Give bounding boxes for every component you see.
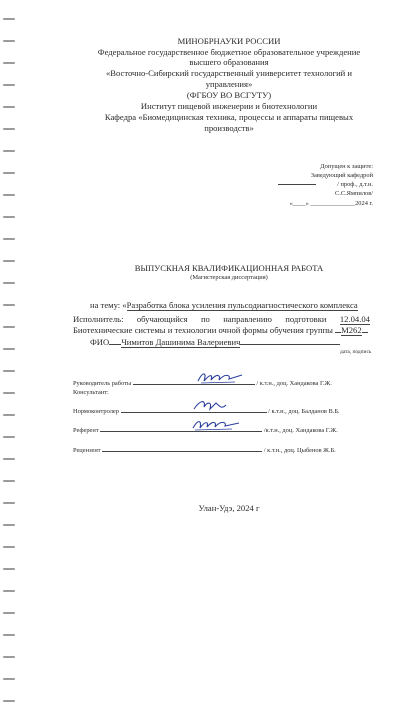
executor-label: Исполнитель:	[73, 314, 124, 324]
fio-value: Чимитов Дашинима Валериевич	[121, 337, 241, 347]
normcontrol-signature	[190, 397, 230, 415]
executor-word: по	[200, 314, 210, 324]
institute-name: Институт пищевой инженерии и биотехнологии	[140, 101, 318, 111]
work-type: (Магистерская диссертация)	[190, 274, 268, 281]
topic-text: Разработка блока усиления пульсодиагностического комплекса	[126, 300, 358, 310]
referent-label: Референт	[73, 427, 99, 434]
group-code: М262	[341, 325, 362, 335]
ministry-name: МИНОБРНАУКИ РОССИИ	[177, 36, 281, 46]
department-line: производств»	[204, 123, 254, 133]
reviewer-label: Рецензент	[73, 447, 101, 454]
referent-signature	[190, 416, 242, 434]
direction-code: 12.04.04	[339, 314, 370, 324]
normcontrol-label: Нормоконтролер	[73, 408, 119, 415]
work-topic	[90, 300, 358, 310]
executor-word: обучающийся	[136, 314, 188, 324]
supervisor-label: Руководитель работы	[73, 380, 132, 387]
institution-line: Федеральное государственное бюджетное образовательное учреждение	[97, 47, 361, 57]
supervisor-info: / к.т.н., доц. Хандакова Г.Ж.	[256, 380, 332, 387]
date-sign-caption: дата, подпись	[340, 349, 372, 355]
approval-rank: / проф., д.т.н.	[337, 181, 373, 188]
approval-head: Заведующий кафедрой	[310, 172, 373, 179]
supervisor-signature	[195, 369, 245, 387]
department-line: Кафедра «Биомедицинская техника, процессы и аппараты пищевых	[104, 112, 354, 122]
normcontrol-info: / к.т.н., доц. Балданов В.Б.	[268, 408, 340, 415]
approval-date: «____» ______________2024 г.	[289, 200, 373, 207]
city-year: Улан-Удэ, 2024 г	[198, 503, 260, 513]
fio-label: ФИО	[90, 337, 110, 347]
referent-info: /к.т.н., доц. Хандакова Г.Ж.	[263, 427, 338, 434]
fio-line	[90, 337, 340, 347]
executor-line	[73, 314, 370, 325]
approval-admitted: Допущен к защите:	[320, 163, 373, 170]
program-text: Биотехнические системы и технологии очной формы обучения группы	[73, 325, 333, 335]
approval-name: С.С.Ямпилов/	[334, 190, 373, 197]
work-title: ВЫПУСКНАЯ КВАЛИФИКАЦИОННАЯ РАБОТА	[134, 263, 324, 273]
executor-line-2	[73, 325, 368, 335]
institution-line: «Восточно-Сибирский государственный университет технологий и	[105, 68, 353, 78]
institution-line: управления»	[205, 79, 253, 89]
reviewer-info: / к.т.н., доц. Цыбенов Ж.Б.	[263, 447, 336, 454]
topic-prefix: на тему: «	[90, 300, 127, 310]
institution-abbrev: (ФГБОУ ВО ВСГУТУ)	[186, 90, 272, 100]
executor-word: направлению	[223, 314, 272, 324]
approval-signature-line	[278, 176, 316, 185]
consultant-label: Консультант:	[73, 389, 109, 396]
reviewer-row	[73, 446, 336, 456]
executor-word: подготовки	[285, 314, 327, 324]
institution-line: высшего образования	[189, 57, 269, 67]
